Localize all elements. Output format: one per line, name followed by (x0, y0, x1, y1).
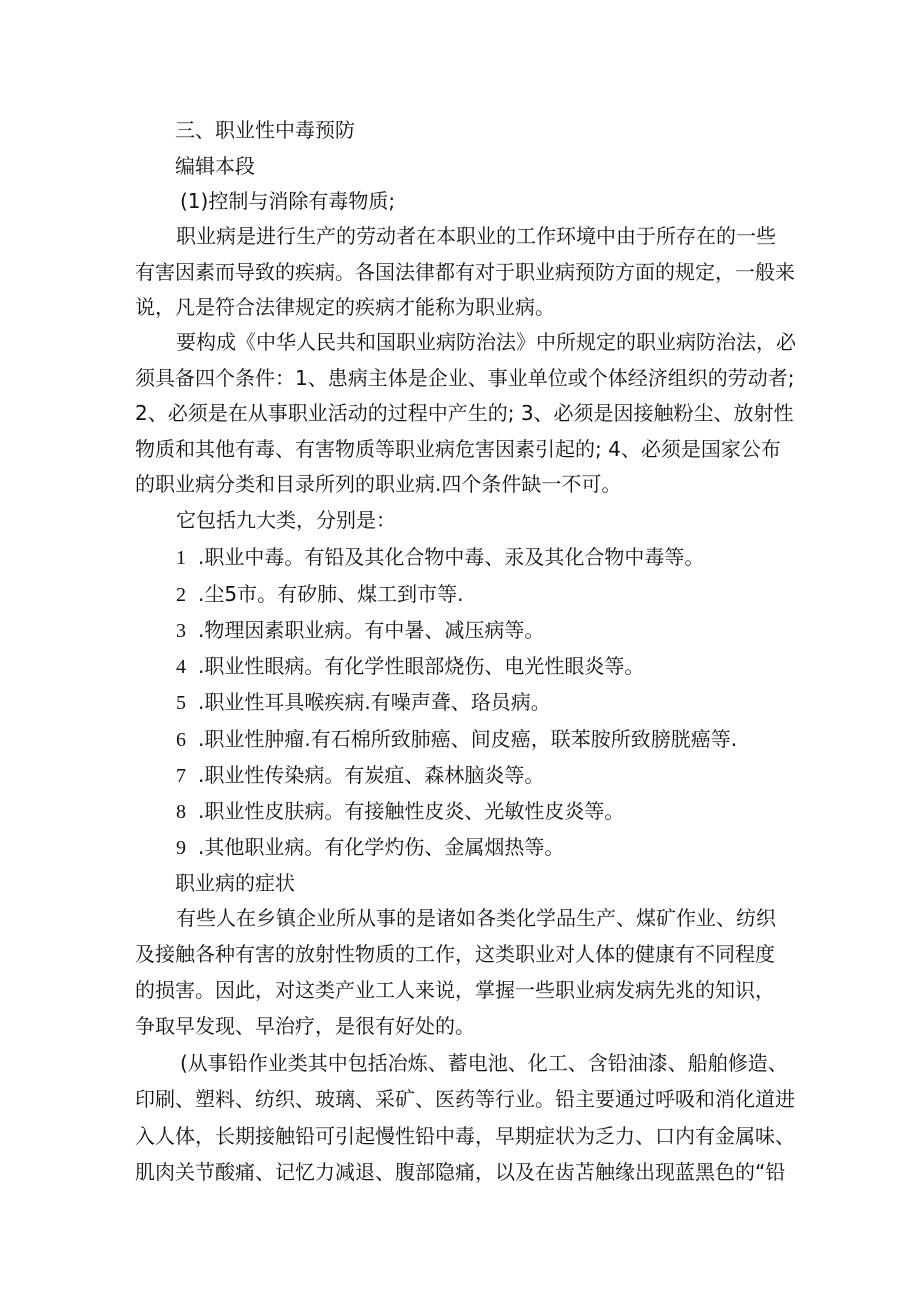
para5-line: 入人体，长期接触铅可引起慢性铅中毒，早期症状为乏力、口内有金属味、 (135, 1124, 795, 1148)
category-item (176, 618, 544, 643)
category-text: .物理因素职业病。有中暑、减压病等。 (198, 618, 545, 642)
category-number: 8 (176, 801, 186, 823)
para5-line: (从事铅作业类其中包括冶炼、蓄电池、化工、含铅油漆、船舶修造、 (180, 1051, 788, 1075)
para5-line: 印刷、塑料、纺织、玻璃、采矿、医药等行业。铅主要通过呼吸和消化道进 (135, 1087, 795, 1111)
para2-line: 2、必须是在从事职业活动的过程中产生的; 3、必须是因接触粉尘、放射性 (135, 401, 794, 425)
category-item (176, 835, 564, 860)
category-item (176, 763, 544, 788)
category-item (176, 727, 737, 752)
para2-line: 物质和其他有毒、有害物质等职业病危害因素引起的; 4、必须是国家公布 (135, 437, 781, 461)
category-text: .职业中毒。有铅及其化合物中毒、汞及其化合物中毒等。 (198, 545, 705, 569)
para4-line: 及接触各种有害的放射性物质的工作，这类职业对人体的健康有不同程度 (135, 942, 775, 966)
para4-line: 的损害。因此，对这类产业工人来说，掌握一些职业病发病先兆的知识， (135, 978, 775, 1002)
category-number: 7 (176, 765, 186, 787)
edit-section-link[interactable]: 编辑本段 (175, 154, 255, 178)
para1-line: 有害因素而导致的疾病。各国法律都有对于职业病预防方面的规定，一般来 (135, 260, 795, 284)
category-text: .职业性肿瘤.有石棉所致肺癌、间皮癌，联苯胺所致膀胱癌等. (198, 727, 738, 751)
category-item (176, 545, 704, 570)
category-item (176, 799, 624, 824)
category-text: .其他职业病。有化学灼伤、金属烟热等。 (198, 835, 565, 859)
category-number: 9 (176, 837, 186, 859)
para2-line: 要构成《中华人民共和国职业病防治法》中所规定的职业病防治法，必 (176, 330, 796, 354)
category-text: .职业性耳具喉疾病.有噪声聋、珞员病。 (198, 690, 551, 714)
category-item (176, 582, 463, 607)
para5-line: 肌肉关节酸痛、记忆力减退、腹部隐痛，以及在齿苫触缘出现蓝黑色的“铅 (135, 1160, 786, 1184)
categories-intro: 它包括九大类，分别是： (176, 508, 396, 532)
para2-line: 须具备四个条件：1、患病主体是企业、事业单位或个体经济组织的劳动者; (135, 366, 795, 390)
category-number: 6 (176, 729, 186, 751)
para2-line: 的职业病分类和目录所列的职业病.四个条件缺一不可。 (135, 472, 622, 496)
category-number: 3 (176, 620, 186, 642)
category-item (176, 690, 551, 715)
para1-line: 职业病是进行生产的劳动者在本职业的工作环境中由于所存在的一些 (176, 224, 776, 248)
para4-line: 争取早发现、早治疗，是很有好处的。 (135, 1014, 475, 1038)
category-item (176, 654, 644, 679)
section-heading: 三、职业性中毒预防 (175, 118, 355, 142)
category-number: 2 (176, 584, 186, 606)
para4-line: 有些人在乡镇企业所从事的是诸如各类化学品生产、煤矿作业、纺织 (176, 906, 776, 930)
category-number: 1 (176, 547, 186, 569)
category-text: .尘5市。有矽肺、煤工到市等. (198, 582, 464, 606)
category-number: 5 (176, 692, 186, 714)
control-item: (1)控制与消除有毒物质; (180, 189, 396, 213)
category-text: .职业性皮肤病。有接触性皮炎、光敏性皮炎等。 (198, 799, 625, 823)
category-number: 4 (176, 656, 186, 678)
para1-line: 说，凡是符合法律规定的疾病才能称为职业病。 (135, 295, 555, 319)
symptoms-heading: 职业病的症状 (175, 871, 295, 895)
category-text: .职业性眼病。有化学性眼部烧伤、电光性眼炎等。 (198, 654, 645, 678)
category-text: .职业性传染病。有炭疽、森林脑炎等。 (198, 763, 545, 787)
